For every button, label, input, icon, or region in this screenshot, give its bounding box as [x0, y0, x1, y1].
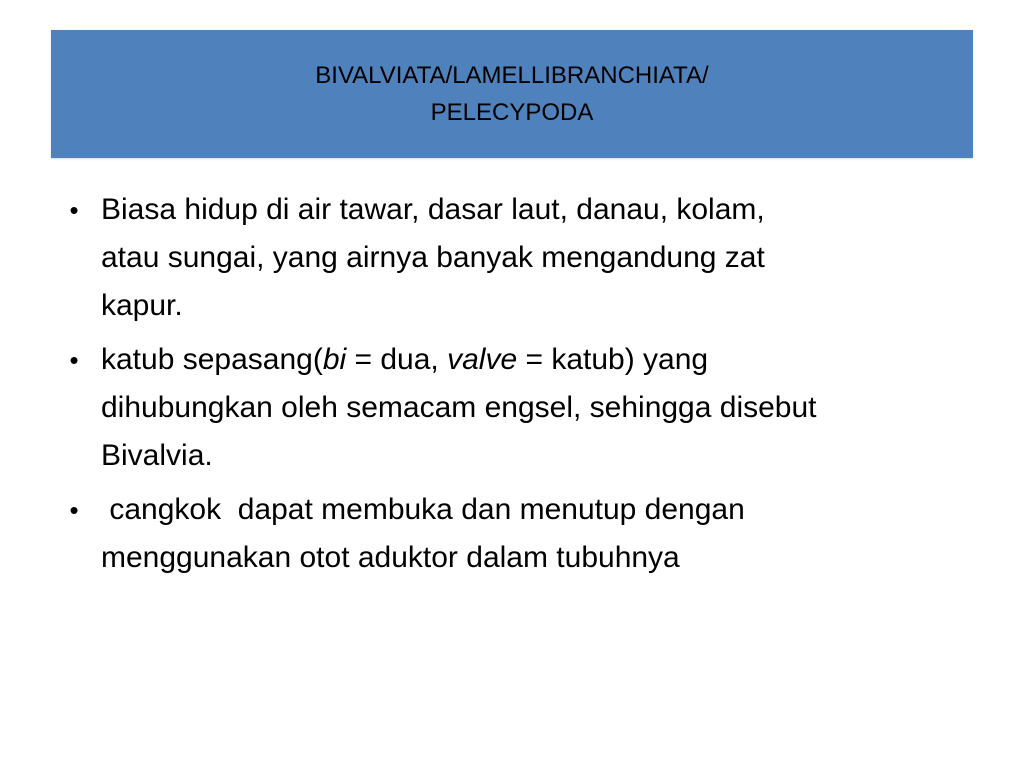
slide-title-line-1: BIVALVIATA/LAMELLIBRANCHIATA/: [315, 62, 709, 89]
bullet-text-line: [101, 336, 974, 384]
text-segment: = katub) yang: [517, 343, 709, 376]
bullet-list: [64, 186, 974, 588]
italic-term-valve: valve: [447, 343, 518, 376]
bullet-item-valve: [64, 336, 974, 480]
bullet-icon: •: [69, 345, 79, 375]
text-segment: katub sepasang(: [101, 343, 323, 376]
text-segment: = dua,: [346, 343, 448, 376]
bullet-item-habitat: [64, 186, 974, 330]
bullet-icon: •: [69, 195, 79, 225]
slide-title-line-2: PELECYPODA: [430, 99, 594, 126]
bullet-text-line: menggunakan otot aduktor dalam tubuhnya: [101, 541, 680, 574]
italic-term-bi: bi: [322, 343, 347, 376]
bullet-text-line: Biasa hidup di air tawar, dasar laut, danau, kolam,: [101, 193, 765, 226]
title-banner: [51, 30, 973, 158]
bullet-icon: •: [69, 495, 79, 525]
bullet-text-line: cangkok dapat membuka dan menutup dengan: [101, 493, 745, 526]
bullet-text-line: dihubungkan oleh semacam engsel, sehingga disebut: [101, 391, 817, 424]
bullet-text-line: atau sungai, yang airnya banyak mengandung zat: [101, 241, 765, 274]
bullet-text-line: kapur.: [101, 289, 183, 322]
bullet-text-line: Bivalvia.: [101, 439, 213, 472]
bullet-item-shell-muscle: [64, 486, 974, 582]
